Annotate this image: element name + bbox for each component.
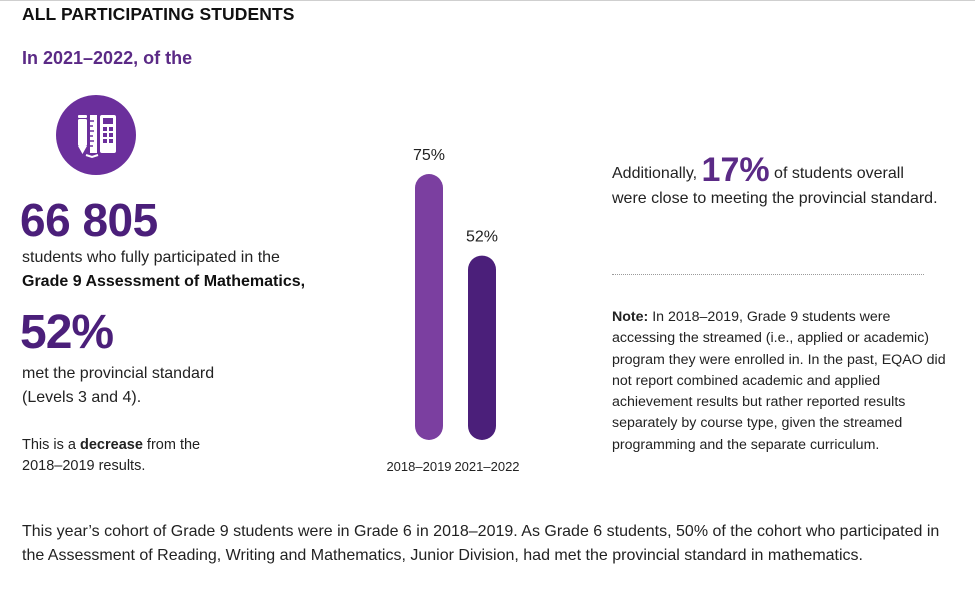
decrease-line2: 2018–2019 results.	[22, 458, 146, 474]
additionally-suffix: of students overall were close to meeting the provincial standard.	[612, 165, 938, 207]
bar-chart	[370, 140, 560, 485]
bar-1	[415, 174, 443, 440]
note-label: Note:	[612, 309, 649, 325]
participants-line1: students who fully participated in the	[22, 249, 280, 266]
additionally-value: 17%	[701, 151, 770, 189]
result-line2: (Levels 3 and 4).	[22, 389, 142, 406]
note-text	[612, 307, 952, 456]
result-line1: met the provincial standard	[22, 365, 215, 382]
section-heading: ALL PARTICIPATING STUDENTS	[22, 4, 295, 24]
additionally-prefix: Additionally,	[612, 165, 702, 182]
bar-2	[468, 256, 496, 440]
math-tools-icon	[56, 95, 136, 175]
bottom-paragraph: This year’s cohort of Grade 9 students were in Grade 6 in 2018–2019. As Grade 6 students, 50% of the cohort who participated in the Assessment of Reading, Writing and Mathematics, Junior Division, had met the provincial standard in mathematics.	[22, 523, 940, 564]
data-label-1: 75%	[412, 147, 446, 164]
decrease-suffix: from the	[142, 437, 201, 453]
top-border	[0, 0, 975, 1]
data-label-2: 52%	[465, 228, 499, 246]
participants-line2: Grade 9 Assessment of Mathematics,	[22, 273, 306, 290]
result-percent: 52%	[20, 306, 114, 359]
decrease-text	[22, 435, 200, 477]
participants-number: 66 805	[20, 194, 158, 246]
decrease-prefix: This is a	[22, 437, 81, 453]
decrease-bold: decrease	[80, 437, 143, 453]
intro-text: In 2021–2022, of the	[22, 48, 193, 68]
note-body: In 2018–2019, Grade 9 students were accessing the streamed (i.e., applied or academic) program they were enrolled in. In the past, EQAO did not report combined academic and applied achievement results but rather reported results separately by course type, given the streamed programming and the separate curriculum.	[612, 309, 946, 453]
dotted-divider	[612, 274, 924, 275]
additionally-text	[612, 151, 942, 211]
category-label-1: 2018–2019	[386, 459, 452, 474]
category-label-2: 2021–2022	[454, 459, 520, 474]
